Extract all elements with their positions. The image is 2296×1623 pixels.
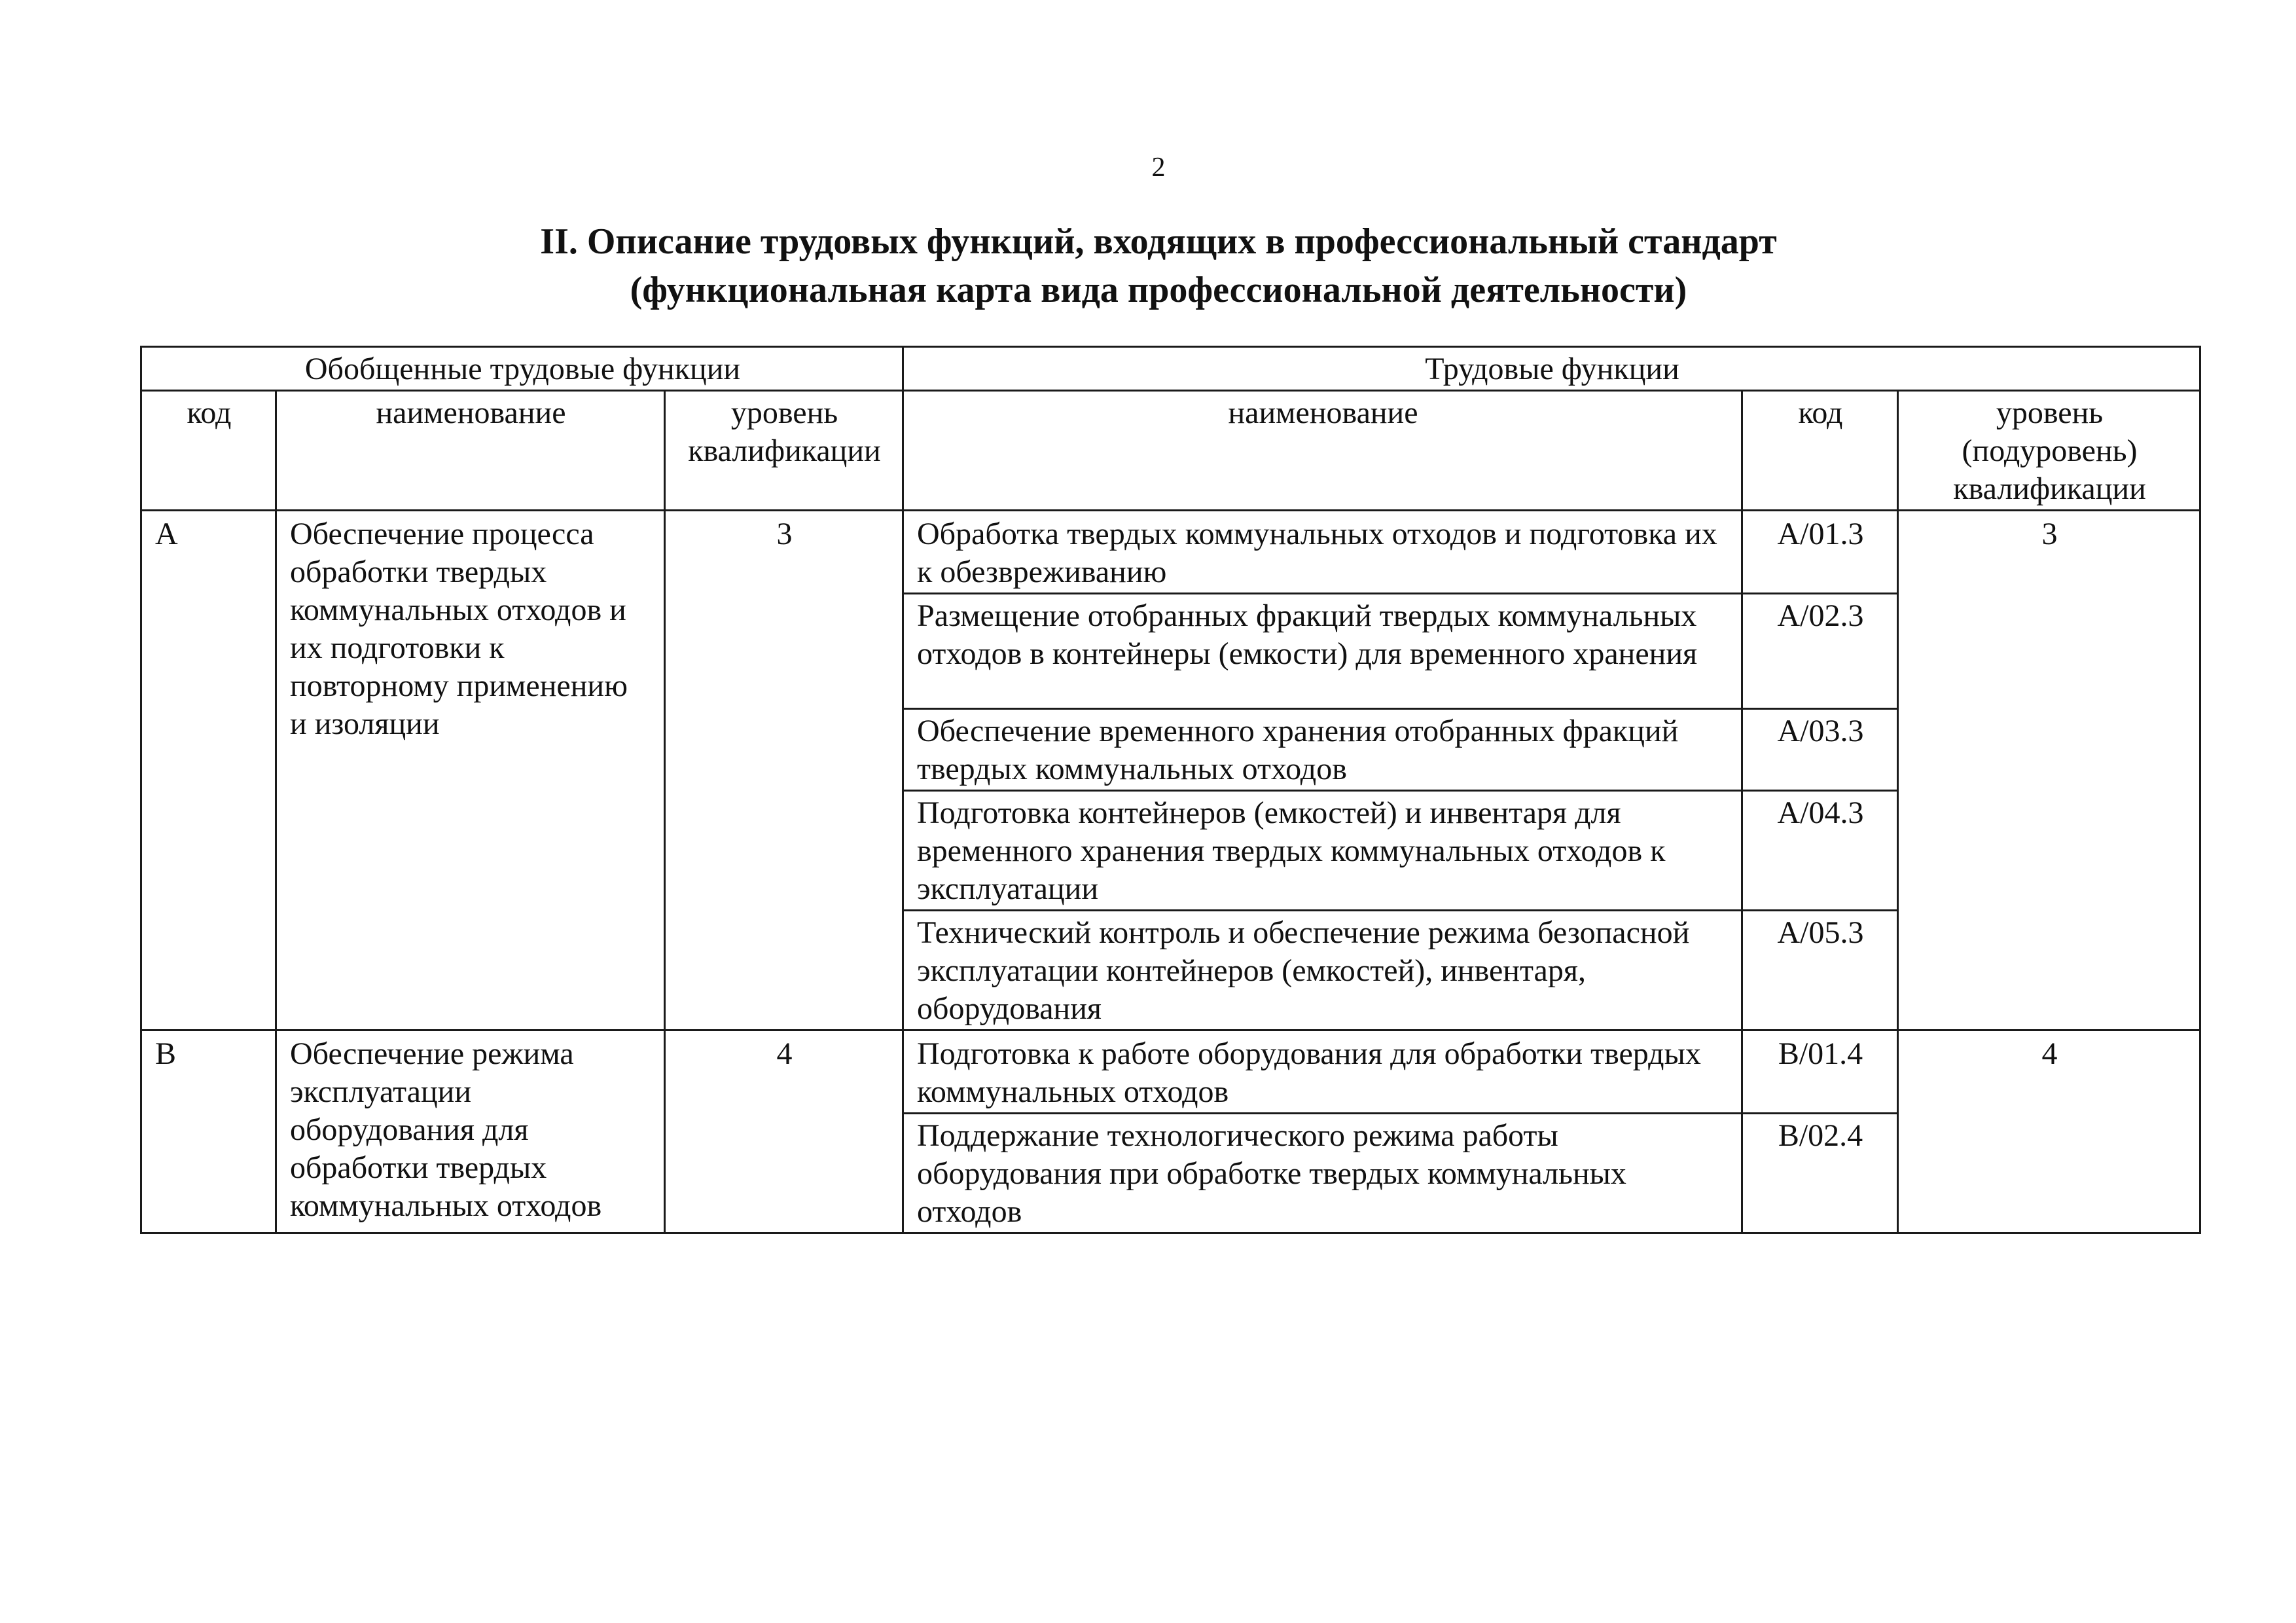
page-number: 2 <box>1151 153 1166 183</box>
column-header-row <box>141 391 2200 511</box>
labor-function-name: Подготовка контейнеров (емкостей) и инвентаря для временного хранения твердых коммунальных отходов к эксплуатации <box>903 791 1742 911</box>
table-row <box>141 1030 2200 1114</box>
generalized-function-name: Обеспечение режима эксплуатации оборудования для обработки твердых коммунальных отходов <box>276 1030 665 1233</box>
labor-function-code: B/01.4 <box>1742 1030 1898 1114</box>
column-header-tf-code: код <box>1742 391 1898 511</box>
generalized-function-level: 4 <box>665 1030 903 1233</box>
labor-function-code: B/02.4 <box>1742 1114 1898 1233</box>
labor-function-code: A/02.3 <box>1742 594 1898 709</box>
table-row <box>141 511 2200 594</box>
functional-map-table <box>140 346 2201 1234</box>
labor-function-name: Размещение отобранных фракций твердых коммунальных отходов в контейнеры (емкости) для временного хранения <box>903 594 1742 709</box>
labor-function-name: Обработка твердых коммунальных отходов и подготовка их к обезвреживанию <box>903 511 1742 594</box>
generalized-function-code: B <box>141 1030 276 1233</box>
column-header-level: уровень квалификации <box>665 391 903 511</box>
generalized-function-name: Обеспечение процесса обработки твердых коммунальных отходов и их подготовки к повторному применению и изоляции <box>276 511 665 1030</box>
labor-function-sublevel: 4 <box>1898 1030 2200 1233</box>
labor-function-name: Подготовка к работе оборудования для обработки твердых коммунальных отходов <box>903 1030 1742 1114</box>
labor-functions-header: Трудовые функции <box>903 347 2200 391</box>
generalized-function-code: A <box>141 511 276 1030</box>
column-header-name: наименование <box>276 391 665 511</box>
section-title <box>0 217 2296 314</box>
group-header-row <box>141 347 2200 391</box>
labor-function-code: A/03.3 <box>1742 709 1898 791</box>
labor-function-code: A/04.3 <box>1742 791 1898 911</box>
column-header-tf-level: уровень (подуровень) квалификации <box>1898 391 2200 511</box>
generalized-function-level: 3 <box>665 511 903 1030</box>
generalized-functions-header: Обобщенные трудовые функции <box>141 347 903 391</box>
labor-function-code: A/01.3 <box>1742 511 1898 594</box>
labor-function-code: A/05.3 <box>1742 911 1898 1030</box>
labor-function-name: Обеспечение временного хранения отобранных фракций твердых коммунальных отходов <box>903 709 1742 791</box>
column-header-tf-name: наименование <box>903 391 1742 511</box>
labor-function-name: Поддержание технологического режима работы оборудования при обработке твердых коммунальных отходов <box>903 1114 1742 1233</box>
labor-function-sublevel: 3 <box>1898 511 2200 1030</box>
column-header-code: код <box>141 391 276 511</box>
section-title-line-2: (функциональная карта вида профессиональной деятельности) <box>630 270 1687 310</box>
section-title-line-1: II. Описание трудовых функций, входящих в профессиональный стандарт <box>540 221 1777 262</box>
labor-function-name: Технический контроль и обеспечение режима безопасной эксплуатации контейнеров (емкостей), инвентаря, оборудования <box>903 911 1742 1030</box>
